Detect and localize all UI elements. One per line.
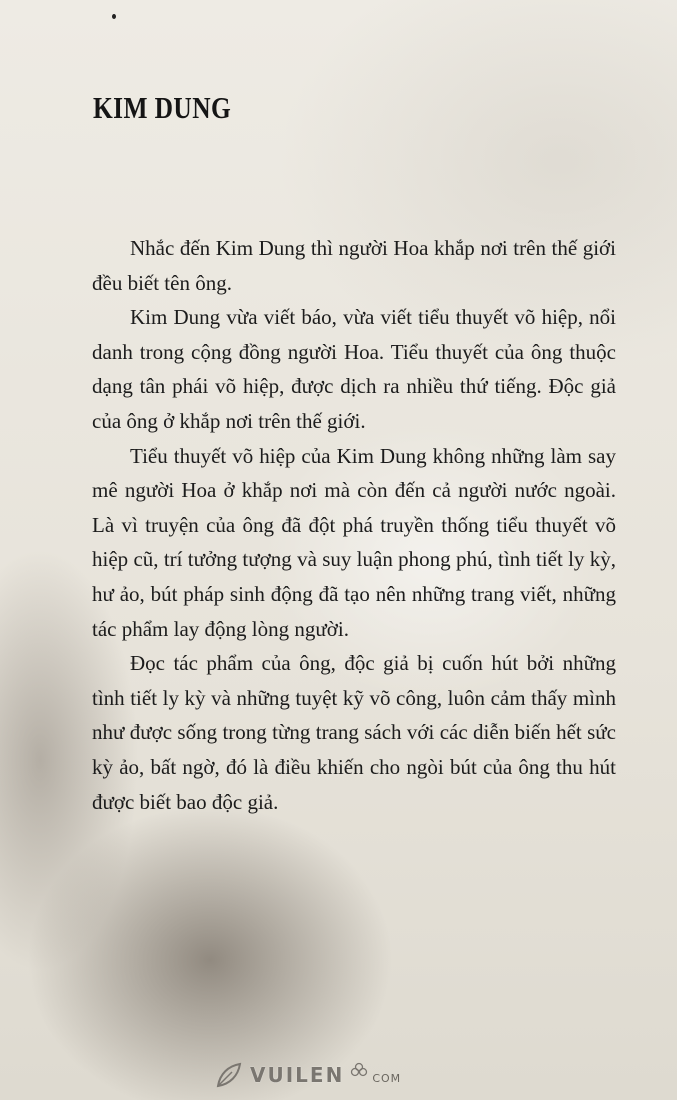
paragraph-4: Đọc tác phẩm của ông, độc giả bị cuốn hút bởi những tình tiết ly kỳ và những tuyệt kỹ võ công, luôn cảm thấy mình như được sống trong từng trang sách với các diễn biến hết sức kỳ ảo, bất ngờ, đó là điều khiến cho ngòi bút của ông thu hút được biết bao độc giả. — [92, 651, 616, 814]
leaf-icon — [214, 1060, 244, 1090]
paragraph-2: Kim Dung vừa viết báo, vừa viết tiểu thuyết võ hiệp, nổi danh trong cộng đồng người Hoa. Tiểu thuyết của ông thuộc dạng tân phái võ hiệp, được dịch ra nhiều thứ tiếng. Độc giả của ông ở khắp nơi trên thế giới. — [92, 305, 616, 433]
body-text — [92, 231, 616, 819]
clover-logo-icon — [350, 1062, 368, 1080]
paragraph-1: Nhắc đến Kim Dung thì người Hoa khắp nơi trên thế giới đều biết tên ông. — [92, 236, 616, 295]
watermark — [214, 1055, 401, 1095]
watermark-text: VUILEN — [250, 1063, 345, 1087]
ink-speck — [112, 14, 116, 19]
paragraph-3: Tiểu thuyết võ hiệp của Kim Dung không những làm say mê người Hoa ở khắp nơi mà còn đến cả người nước ngoài. Là vì truyện của ông đã đột phá truyền thống tiểu thuyết võ hiệp cũ, trí tưởng tượng và suy luận phong phú, tình tiết ly kỳ, hư ảo, bút pháp sinh động đã tạo nên những trang viết, những tác phẩm lay động lòng người. — [92, 443, 616, 641]
page-title: KIM DUNG — [93, 90, 232, 125]
watermark-suffix: COM — [372, 1071, 402, 1085]
